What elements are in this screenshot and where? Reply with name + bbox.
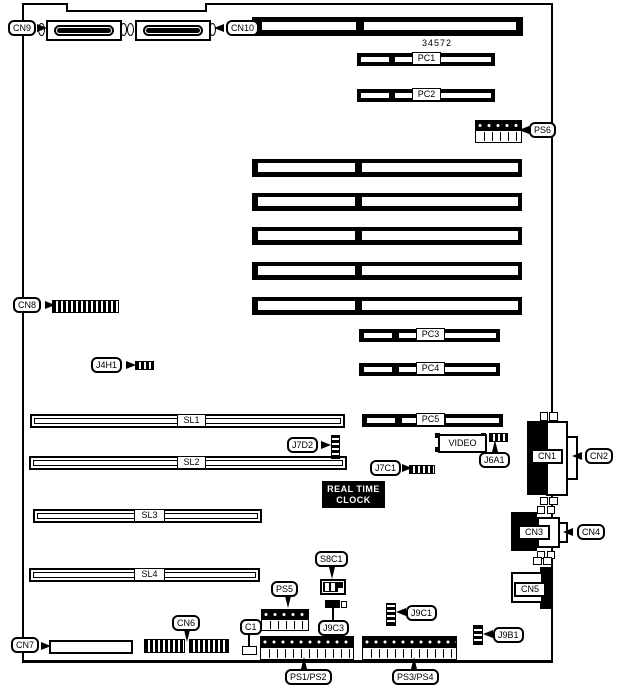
j7c1-connector	[409, 465, 435, 474]
sl1-label: SL1	[177, 414, 206, 427]
cn6-header-left	[144, 639, 185, 653]
c1-component	[242, 646, 257, 655]
cn7-pointer	[41, 642, 51, 650]
callout-ps5: PS5	[271, 581, 298, 597]
ps6-pointer	[519, 126, 529, 134]
callout-cn6: CN6	[172, 615, 200, 631]
j4h1-pointer	[126, 361, 136, 369]
part-number: 34572	[422, 38, 453, 48]
cn2-pointer	[572, 452, 582, 460]
isa-slot-5	[252, 297, 522, 315]
cn6-header-right	[189, 639, 229, 653]
callout-cn4: CN4	[577, 524, 605, 540]
cn10-edge-slot	[252, 17, 523, 36]
callout-s8c1: S8C1	[315, 551, 348, 567]
sl3-label: SL3	[134, 509, 165, 522]
callout-c1: C1	[240, 619, 262, 635]
callout-j9b1: J9B1	[493, 627, 524, 643]
callout-j6a1: J6A1	[479, 452, 510, 468]
mount-tab	[533, 557, 542, 565]
ps3-ps4-pointer	[411, 657, 417, 669]
cn9-connector	[46, 20, 122, 41]
ps1-ps2-pointer	[301, 657, 307, 669]
cn4-pointer	[563, 528, 573, 536]
cn6-pointer	[184, 630, 190, 642]
real-time-clock-chip	[322, 481, 385, 508]
pc4-label: PC4	[416, 362, 445, 375]
mount-tab	[547, 506, 555, 514]
mount-tab	[543, 557, 552, 565]
callout-j7d2: J7D2	[287, 437, 318, 453]
j9b1-pointer	[483, 630, 493, 638]
callout-cn8: CN8	[13, 297, 41, 313]
cn8-header	[52, 300, 119, 313]
j9c1-connector	[386, 603, 396, 626]
mount-tab	[537, 506, 545, 514]
c1-pointer	[248, 635, 250, 647]
callout-j7c1: J7C1	[370, 460, 401, 476]
callout-cn10: CN10	[226, 20, 259, 36]
cn8-pointer	[45, 301, 55, 309]
cn1-mount-tab	[549, 412, 558, 421]
j4h1-connector	[135, 361, 154, 370]
mount-tab	[540, 497, 548, 505]
j9c3-pointer	[332, 608, 334, 620]
sl4-label: SL4	[134, 568, 165, 581]
j7c1-pointer	[402, 464, 412, 472]
j9b1-connector	[473, 625, 483, 645]
ps3-ps4-connector	[362, 636, 457, 660]
j9c3-connector	[325, 600, 340, 608]
board-edge-bottom	[22, 660, 553, 663]
board-edge-left	[22, 3, 24, 662]
j9c1-pointer	[396, 608, 406, 616]
callout-j9c1: J9C1	[406, 605, 437, 621]
cn7-connector	[49, 640, 133, 654]
j7d2-pointer	[321, 441, 331, 449]
ps5-connector	[261, 609, 309, 631]
s8c1-pointer	[329, 567, 335, 579]
j7d2-connector	[331, 435, 340, 459]
board-notch-bottom	[66, 10, 207, 12]
isa-slot-3	[252, 227, 522, 245]
cn3-label: CN3	[518, 525, 550, 540]
cn1-mount-tab	[540, 412, 548, 421]
pc5-label: PC5	[416, 413, 445, 426]
s8c1-dip-switch	[320, 579, 346, 595]
cn10-pointer	[214, 24, 224, 32]
pc3-label: PC3	[416, 328, 445, 341]
rtc-text-line1: REAL TIME	[327, 484, 380, 494]
callout-ps3-ps4: PS3/PS4	[392, 669, 439, 685]
mount-tab	[549, 497, 558, 505]
ps6-connector	[475, 120, 522, 143]
board-edge-top-right	[205, 3, 553, 5]
board-edge-top-left	[22, 3, 68, 5]
callout-cn2: CN2	[585, 448, 613, 464]
callout-j4h1: J4H1	[91, 357, 122, 373]
cn1-label: CN1	[531, 449, 563, 464]
pc2-label: PC2	[412, 88, 441, 101]
isa-slot-4	[252, 262, 522, 280]
cn9-pointer	[37, 24, 47, 32]
ps1-ps2-connector	[260, 636, 354, 660]
callout-ps6: PS6	[529, 122, 556, 138]
cn5-label: CN5	[514, 582, 546, 597]
sl2-label: SL2	[177, 456, 206, 469]
j9c3-connector-pin	[341, 601, 347, 608]
cn10-connector	[135, 20, 211, 41]
cn10-latch-icon	[127, 23, 134, 36]
ps5-pointer	[285, 596, 291, 608]
j6a1-pointer	[492, 440, 498, 452]
pc1-label: PC1	[412, 52, 441, 65]
isa-slot-2	[252, 193, 522, 211]
callout-cn9: CN9	[8, 20, 36, 36]
rtc-text-line2: CLOCK	[336, 495, 371, 505]
callout-j9c3: J9C3	[318, 620, 349, 636]
callout-cn7: CN7	[11, 637, 39, 653]
isa-slot-1	[252, 159, 522, 177]
callout-ps1-ps2: PS1/PS2	[285, 669, 332, 685]
video-chip-label: VIDEO	[438, 434, 487, 453]
